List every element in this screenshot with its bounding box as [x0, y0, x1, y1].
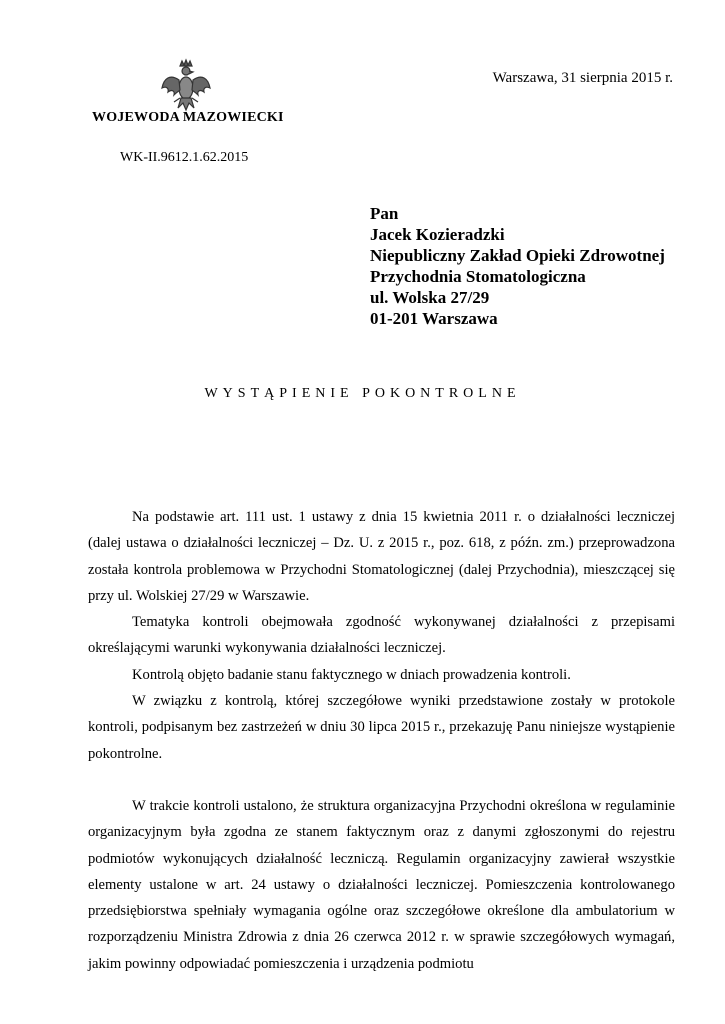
document-date: Warszawa, 31 sierpnia 2015 r. — [492, 70, 673, 86]
body-paragraph: W związku z kontrolą, której szczegółowe wyniki przedstawione zostały w protokole kontroli, podpisanym bez zastrzeżeń w dniu 30 lipca 2015 r., przekazuję Panu niniejsze wystąpienie pokontrolne. — [88, 693, 675, 762]
recipient-line: ul. Wolska 27/29 — [370, 288, 490, 307]
document-title: WYSTĄPIENIE POKONTROLNE — [204, 386, 521, 401]
polish-eagle-emblem-icon — [160, 58, 212, 114]
reference-number: WK-II.9612.1.62.2015 — [120, 150, 249, 165]
recipient-line: 01-201 Warszawa — [370, 309, 498, 328]
body-paragraph: W trakcie kontroli ustalono, że struktura organizacyjna Przychodni określona w regulaminie organizacyjnym była zgodna ze stanem faktycznym oraz z danymi zgłoszonymi do rejestru podmiotów wykonujących działalność leczniczą. Regulamin organizacyjny zawierał wszystkie elementy ustalone w art. 24 ustawy o działalności leczniczej. Pomieszczenia kontrolowanego przedsiębiorstwa spełniały wymagania ogólne oraz szczegółowe określone dla ambulatorium w rozporządzeniu Ministra Zdrowia z dnia 26 czerwca 2012 r. w sprawie szczegółowych wymagań, jakim powinny odpowiadać pomieszczenia i urządzenia podmiotu — [88, 797, 675, 972]
recipient-line: Jacek Kozieradzki — [370, 225, 505, 244]
recipient-line: Pan — [370, 204, 399, 223]
body-paragraph: Tematyka kontroli obejmowała zgodność wykonywanej działalności z przepisami określającymi warunki wykonywania działalności leczniczej. — [88, 614, 675, 657]
recipient-address — [370, 203, 665, 329]
issuer-name: WOJEWODA MAZOWIECKI — [92, 110, 284, 125]
document-body — [88, 504, 675, 977]
body-paragraph: Kontrolą objęto badanie stanu faktycznego w dniach prowadzenia kontroli. — [132, 666, 571, 683]
body-paragraph: Na podstawie art. 111 ust. 1 ustawy z dnia 15 kwietnia 2011 r. o działalności leczniczej (dalej ustawa o działalności leczniczej – Dz. U. z 2015 r., poz. 618, z późn. zm.) przeprowadzona została kontrola problemowa w Przychodni Stomatologicznej (dalej Przychodnia), mieszczącej się przy ul. Wolskiej 27/29 w Warszawie. — [88, 509, 675, 604]
recipient-line: Niepubliczny Zakład Opieki Zdrowotnej — [370, 246, 665, 265]
recipient-line: Przychodnia Stomatologiczna — [370, 267, 586, 286]
